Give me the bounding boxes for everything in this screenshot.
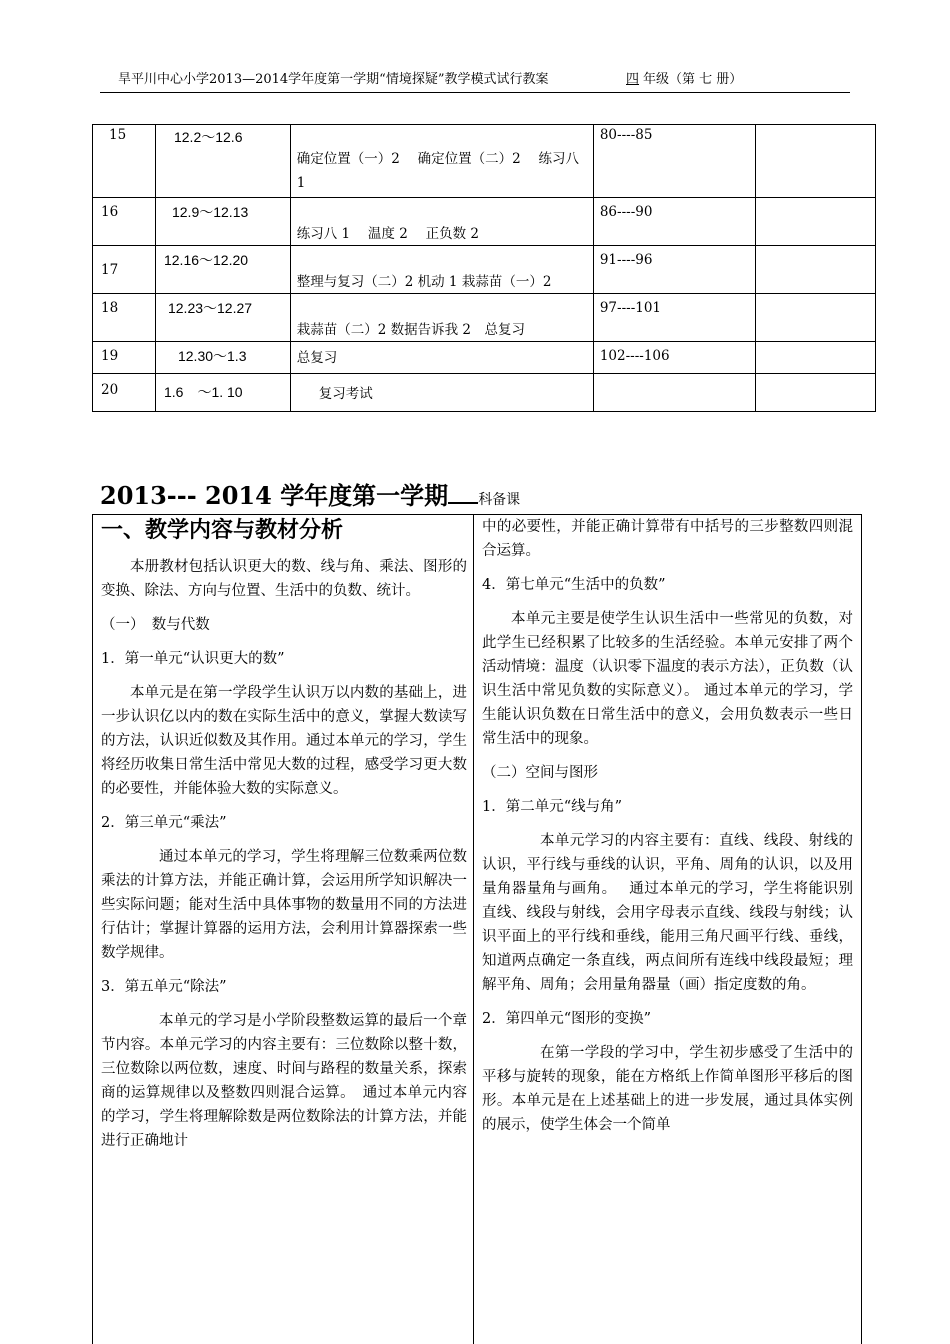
- unit-heading: 1．第二单元“线与角”: [482, 799, 623, 815]
- week-number: 17: [93, 246, 156, 294]
- week-note: [756, 374, 876, 412]
- week-content: 确定位置（一）2 确定位置（二）2 练习八 1: [290, 125, 593, 198]
- semester-title: [100, 476, 520, 511]
- paragraph: 本单元是在第一学段学生认识万以内数的基础上，进一步认识亿以内的数在实际生活中的意义，掌握大数读写的方法，认识近似数及其作用。通过本单元的学习，学生将经历收集日常生活中常见大数的过程，感受学习更大数的必要性，并能体验大数的实际意义。: [101, 685, 467, 797]
- paragraph: 本册教材包括认识更大的数、线与角、乘法、图形的变换、除法、方向与位置、生活中的负数、统计。: [101, 559, 467, 599]
- right-column: [474, 514, 862, 1344]
- week-pages: [593, 374, 756, 412]
- subsection-heading: （一） 数与代数: [101, 617, 210, 633]
- table-row: [93, 294, 876, 342]
- unit-heading: 1．第一单元“认识更大的数”: [101, 651, 285, 667]
- table-row: [93, 342, 876, 374]
- week-note: [756, 342, 876, 374]
- week-content: 整理与复习（二）2 机动 1 栽蒜苗（一）2: [290, 246, 593, 294]
- week-content: 总复习: [290, 342, 593, 374]
- unit-heading: 2．第三单元“乘法”: [101, 815, 227, 831]
- table-row: [93, 246, 876, 294]
- page-header: [100, 66, 850, 93]
- week-number: 16: [93, 198, 156, 246]
- paragraph: 本单元的学习是小学阶段整数运算的最后一个章节内容。本单元学习的内容主要有：三位数除以整十数，三位数除以两位数，速度、时间与路程的数量关系，探索商的运算规律以及整数四则混合运算。 通过本单元内容的学习，学生将理解除数是两位数除法的计算方法，并能进行正确地计: [101, 1013, 467, 1149]
- paragraph: 在第一学段的学习中，学生初步感受了生活中的平移与旋转的现象，能在方格纸上作简单图形平移后的图形。本单元是在上述基础上的进一步发展，通过具体实例的展示，使学生体会一个简单: [482, 1045, 853, 1133]
- week-number: 20: [93, 374, 156, 412]
- week-number: 19: [93, 342, 156, 374]
- left-column: [92, 514, 474, 1344]
- week-pages: 91----96: [593, 246, 756, 294]
- paragraph: 通过本单元的学习，学生将理解三位数乘两位数乘法的计算方法，并能正确计算，会运用所学知识解决一些实际问题；能对生活中具体事物的数量用不同的方法进行估计；掌握计算器的运用方法，会利用计算器探索一些数学规律。: [101, 849, 467, 961]
- paragraph: 本单元主要是使学生认识生活中一些常见的负数，对此学生已经积累了比较多的生活经验。本单元安排了两个活动情境：温度（认识零下温度的表示方法），正负数（认识生活中常见负数的实际意义）。 通过本单元的学习，学生能认识负数在日常生活中的意义，会用负数表示一些日常生活中的现象。: [482, 611, 853, 747]
- week-content: 栽蒜苗（二）2 数据告诉我 2 总复习: [290, 294, 593, 342]
- header-grade: [622, 68, 742, 87]
- week-pages: 80----85: [593, 125, 756, 198]
- week-date: 12.2～12.6: [155, 125, 290, 198]
- subsection-heading: （二）空间与图形: [482, 765, 598, 781]
- header-school-title: 旱平川中心小学2013—2014学年度第一学期“情境探疑”教学模式试行教案: [118, 72, 549, 87]
- unit-heading: 3．第五单元“除法”: [101, 979, 227, 995]
- week-date: 12.30～1.3: [155, 342, 290, 374]
- paragraph: 本单元学习的内容主要有：直线、线段、射线的认识，平行线与垂线的认识，平角、周角的认识，以及用量角器量角与画角。 通过本单元的学习，学生将能识别直线、线段与射线，会用字母表示直线、线段与射线；认识平面上的平行线和垂线，能用三角尺画平行线、垂线，知道两点确定一条直线，两点间所有连线中线段最短；理解平角、周角；会用量角器量（画）指定度数的角。: [482, 833, 853, 993]
- week-note: [756, 294, 876, 342]
- section-heading: 一、教学内容与教材分析: [101, 517, 344, 543]
- week-number: 18: [93, 294, 156, 342]
- header-grade-value: 四: [626, 72, 640, 87]
- subject-blank: [448, 480, 478, 504]
- week-pages: 97----101: [593, 294, 756, 342]
- week-date: 12.16～12.20: [155, 246, 290, 294]
- week-pages: 102----106: [593, 342, 756, 374]
- header-grade-suffix: 年级（第 七 册）: [643, 72, 743, 87]
- semester-title-main: 2013--- 2014 学年度第一学期: [100, 481, 449, 510]
- week-note: [756, 246, 876, 294]
- unit-heading: 2．第四单元“图形的变换”: [482, 1011, 652, 1027]
- schedule-table: [92, 124, 876, 412]
- week-number: 15: [93, 125, 156, 198]
- week-note: [756, 198, 876, 246]
- week-content: 复习考试: [290, 374, 593, 412]
- table-row: [93, 125, 876, 198]
- unit-heading: 4．第七单元“生活中的负数”: [482, 577, 666, 593]
- week-date: 12.23～12.27: [155, 294, 290, 342]
- paragraph: 中的必要性，并能正确计算带有中括号的三步整数四则混合运算。: [482, 519, 853, 559]
- table-row: [93, 198, 876, 246]
- week-pages: 86----90: [593, 198, 756, 246]
- week-date: 12.9～12.13: [155, 198, 290, 246]
- week-note: [756, 125, 876, 198]
- week-content: 练习八 1 温度 2 正负数 2: [290, 198, 593, 246]
- week-date: 1.6 ～1. 10: [155, 374, 290, 412]
- semester-title-suffix: 科备课: [478, 492, 521, 508]
- table-row: [93, 374, 876, 412]
